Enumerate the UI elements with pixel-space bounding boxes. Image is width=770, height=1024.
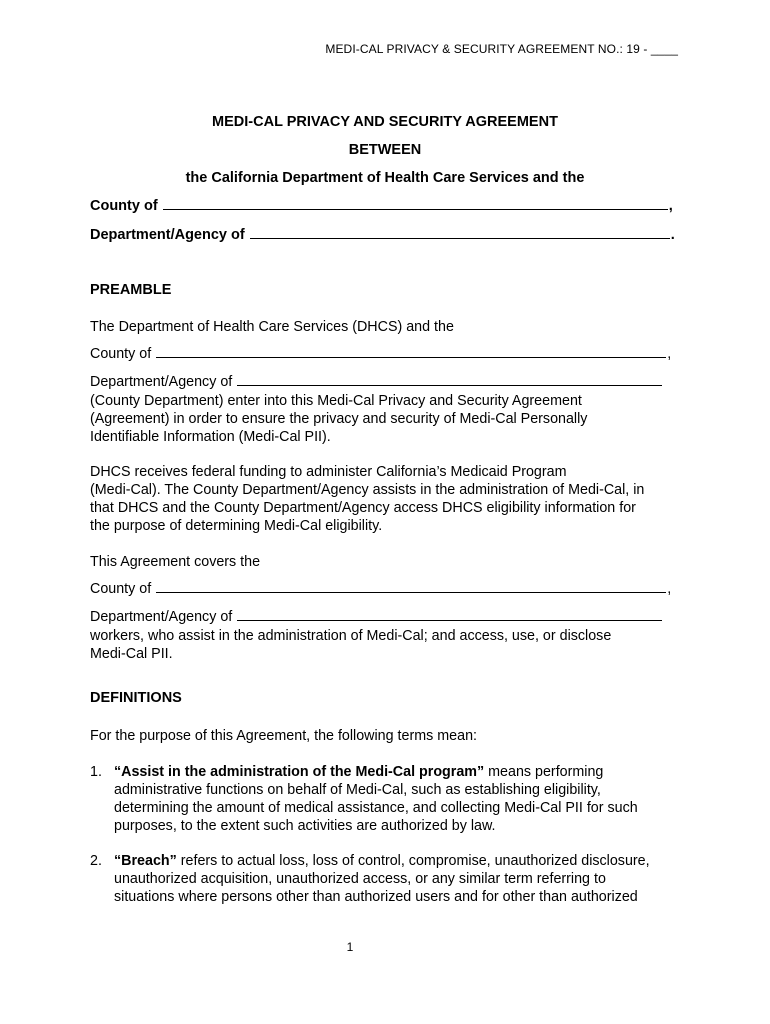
definitions-intro: For the purpose of this Agreement, the following terms mean:	[90, 728, 478, 744]
preamble-county-line	[90, 346, 671, 362]
preamble-intro: The Department of Health Care Services (DHCS) and the	[90, 319, 454, 335]
text-line: Medi-Cal PII.	[90, 646, 173, 662]
definition-text: refers to actual loss, loss of control, compromise, unauthorized disclosure,	[176, 853, 650, 869]
party-county-label: County of	[90, 198, 158, 214]
page-number: 1	[346, 940, 354, 954]
party-county-line	[90, 198, 673, 214]
party-department-label: Department/Agency of	[90, 227, 245, 243]
covers-county-line	[90, 581, 671, 597]
definition-text: means performing	[484, 764, 604, 780]
preamble-paragraph-3	[90, 627, 684, 663]
text-line: situations where persons other than authorized users and for other than authorized	[114, 889, 638, 905]
definition-item	[90, 852, 690, 906]
definitions-heading: DEFINITIONS	[90, 690, 182, 706]
text-line: the purpose of determining Medi-Cal eligibility.	[90, 518, 383, 534]
party-department-blank[interactable]	[250, 237, 670, 239]
preamble-county-blank[interactable]	[156, 356, 666, 358]
text-line: (Agreement) in order to ensure the privacy and security of Medi-Cal Personally	[90, 411, 588, 427]
agreement-number-header: MEDI-CAL PRIVACY & SECURITY AGREEMENT NO.: 19 - ____	[325, 42, 678, 56]
preamble-county-comma: ,	[667, 346, 672, 362]
preamble-paragraph-2	[90, 463, 684, 535]
document-title	[90, 108, 680, 192]
text-line: (Medi-Cal). The County Department/Agency assists in the administration of Medi-Cal, in	[90, 482, 645, 498]
title-line-2: BETWEEN	[348, 142, 422, 158]
preamble-department-blank[interactable]	[237, 384, 662, 386]
text-line: (County Department) enter into this Medi-Cal Privacy and Security Agreement	[90, 393, 582, 409]
definition-item	[90, 763, 690, 835]
definition-number: 2.	[90, 853, 102, 869]
preamble-paragraph-1	[90, 392, 684, 446]
text-line: purposes, to the extent such activities are authorized by law.	[114, 818, 496, 834]
party-department-period: .	[670, 227, 675, 243]
title-line-3: the California Department of Health Care Services and the	[185, 170, 585, 186]
covers-county-comma: ,	[667, 581, 672, 597]
covers-department-blank[interactable]	[237, 619, 662, 621]
party-county-comma: ,	[668, 198, 673, 214]
covers-department-line	[90, 609, 663, 625]
text-line: workers, who assist in the administration of Medi-Cal; and access, use, or disclose	[90, 628, 612, 644]
text-line: determining the amount of medical assistance, and collecting Medi-Cal PII for such	[114, 800, 638, 816]
covers-intro: This Agreement covers the	[90, 554, 261, 570]
text-line: Identifiable Information (Medi-Cal PII).	[90, 429, 331, 445]
preamble-county-label: County of	[90, 346, 152, 362]
party-department-line	[90, 227, 675, 243]
preamble-department-line	[90, 374, 663, 390]
covers-county-blank[interactable]	[156, 591, 666, 593]
preamble-department-label: Department/Agency of	[90, 374, 233, 390]
text-line: that DHCS and the County Department/Agency access DHCS eligibility information for	[90, 500, 636, 516]
text-line: administrative functions on behalf of Medi-Cal, such as establishing eligibility,	[114, 782, 601, 798]
definition-number: 1.	[90, 764, 102, 780]
title-line-1: MEDI-CAL PRIVACY AND SECURITY AGREEMENT	[212, 114, 558, 130]
definition-term: “Breach”	[114, 853, 177, 869]
party-county-blank[interactable]	[163, 208, 668, 210]
preamble-heading: PREAMBLE	[90, 282, 172, 298]
text-line: unauthorized acquisition, unauthorized access, or any similar term referring to	[114, 871, 606, 887]
text-line: DHCS receives federal funding to administer California’s Medicaid Program	[90, 464, 567, 480]
definition-term: “Assist in the administration of the Medi-Cal program”	[114, 764, 485, 780]
covers-department-label: Department/Agency of	[90, 609, 233, 625]
covers-county-label: County of	[90, 581, 152, 597]
